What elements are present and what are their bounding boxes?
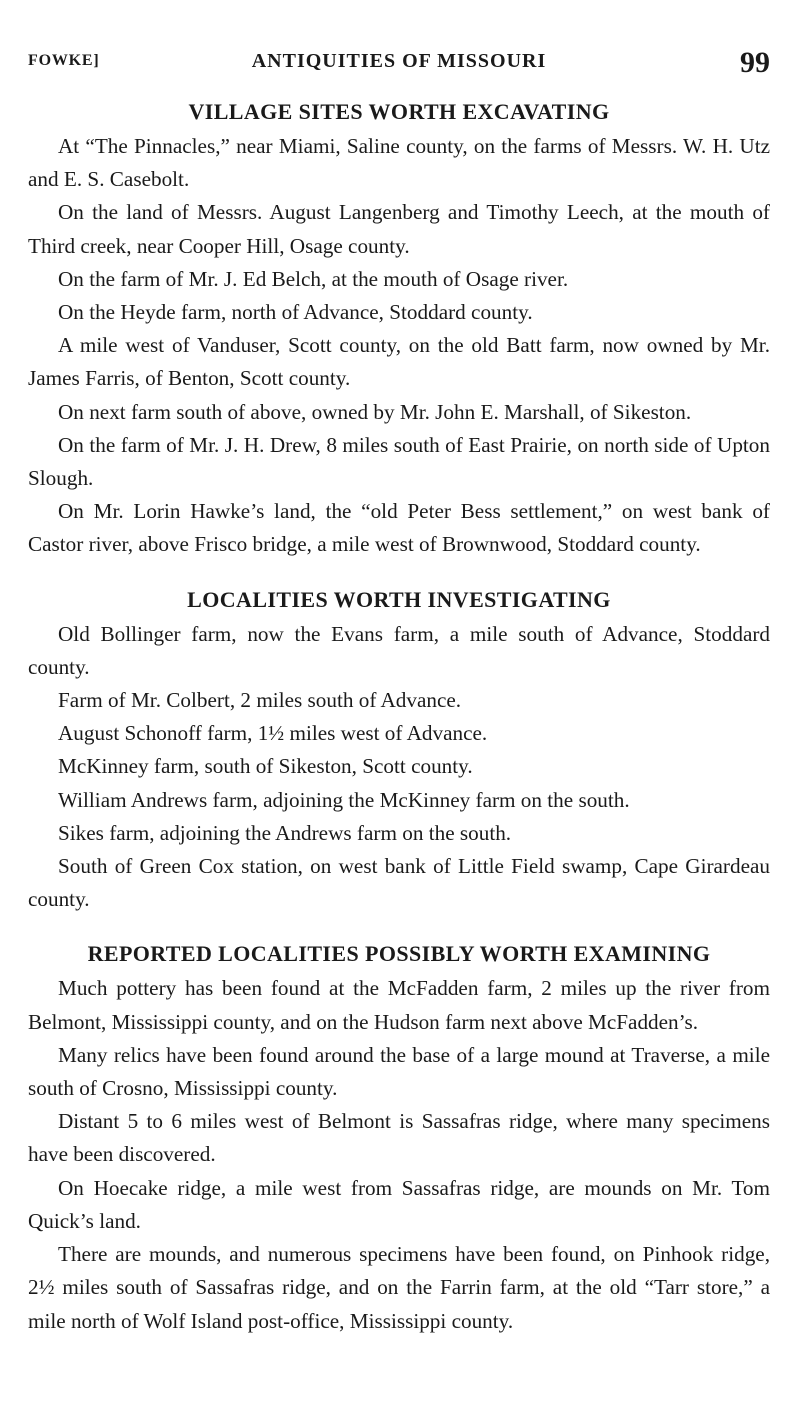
paragraph: Much pottery has been found at the McFadden farm, 2 miles up the river from Belmont, Mississippi county, and on the Hudson farm next above McFadden’s.: [28, 976, 770, 1034]
running-title: ANTIQUITIES OF MISSOURI: [251, 50, 547, 72]
paragraph: August Schonoff farm, 1½ miles west of Advance.: [58, 721, 488, 746]
paragraph: At “The Pinnacles,” near Miami, Saline county, on the farms of Messrs. W. H. Utz and E. S. Casebolt.: [28, 134, 770, 192]
section-title: LOCALITIES WORTH INVESTIGATING: [187, 586, 611, 612]
paragraph: A mile west of Vanduser, Scott county, on the old Batt farm, now owned by Mr. James Farris, of Benton, Scott county.: [28, 333, 770, 391]
page-body: [28, 94, 770, 1338]
author-header: FOWKE]: [28, 52, 100, 69]
section-title: REPORTED LOCALITIES POSSIBLY WORTH EXAMINING: [87, 941, 711, 967]
paragraph: On Hoecake ridge, a mile west from Sassafras ridge, are mounds on Mr. Tom Quick’s land.: [28, 1175, 770, 1233]
paragraph: William Andrews farm, adjoining the McKinney farm on the south.: [58, 787, 630, 812]
paragraph: On the land of Messrs. August Langenberg and Timothy Leech, at the mouth of Third creek, near Cooper Hill, Osage county.: [28, 200, 770, 258]
paragraph: On next farm south of above, owned by Mr. John E. Marshall, of Sikeston.: [58, 399, 692, 424]
running-header: [28, 46, 770, 80]
paragraph: Sikes farm, adjoining the Andrews farm on the south.: [58, 820, 512, 845]
paragraph: South of Green Cox station, on west bank of Little Field swamp, Cape Girardeau county.: [28, 854, 770, 912]
paragraph: There are mounds, and numerous specimens have been found, on Pinhook ridge, 2½ miles south of Sassafras ridge, and on the Farrin farm, at the old “Tarr store,” a mile north of Wolf Island post-office, Mississippi county.: [28, 1242, 770, 1333]
section-title: VILLAGE SITES WORTH EXCAVATING: [188, 99, 610, 124]
paragraph: Old Bollinger farm, now the Evans farm, a mile south of Advance, Stoddard county.: [28, 621, 770, 679]
paragraph: McKinney farm, south of Sikeston, Scott county.: [58, 754, 473, 779]
paragraph: On Mr. Lorin Hawke’s land, the “old Peter Bess settlement,” on west bank of Castor river, above Frisco bridge, a mile west of Brownwood, Stoddard county.: [28, 499, 770, 557]
paragraph: Many relics have been found around the base of a large mound at Traverse, a mile south of Crosno, Mississippi county.: [28, 1042, 770, 1101]
paragraph: On the farm of Mr. J. H. Drew, 8 miles south of East Prairie, on north side of Upton Slough.: [28, 432, 770, 491]
paragraph: On the farm of Mr. J. Ed Belch, at the mouth of Osage river.: [58, 266, 569, 291]
page-number: 99: [740, 46, 770, 79]
paragraph: Farm of Mr. Colbert, 2 miles south of Advance.: [58, 688, 462, 713]
paragraph: On the Heyde farm, north of Advance, Stoddard county.: [58, 300, 533, 325]
paragraph: Distant 5 to 6 miles west of Belmont is Sassafras ridge, where many specimens have been discovered.: [28, 1109, 770, 1167]
